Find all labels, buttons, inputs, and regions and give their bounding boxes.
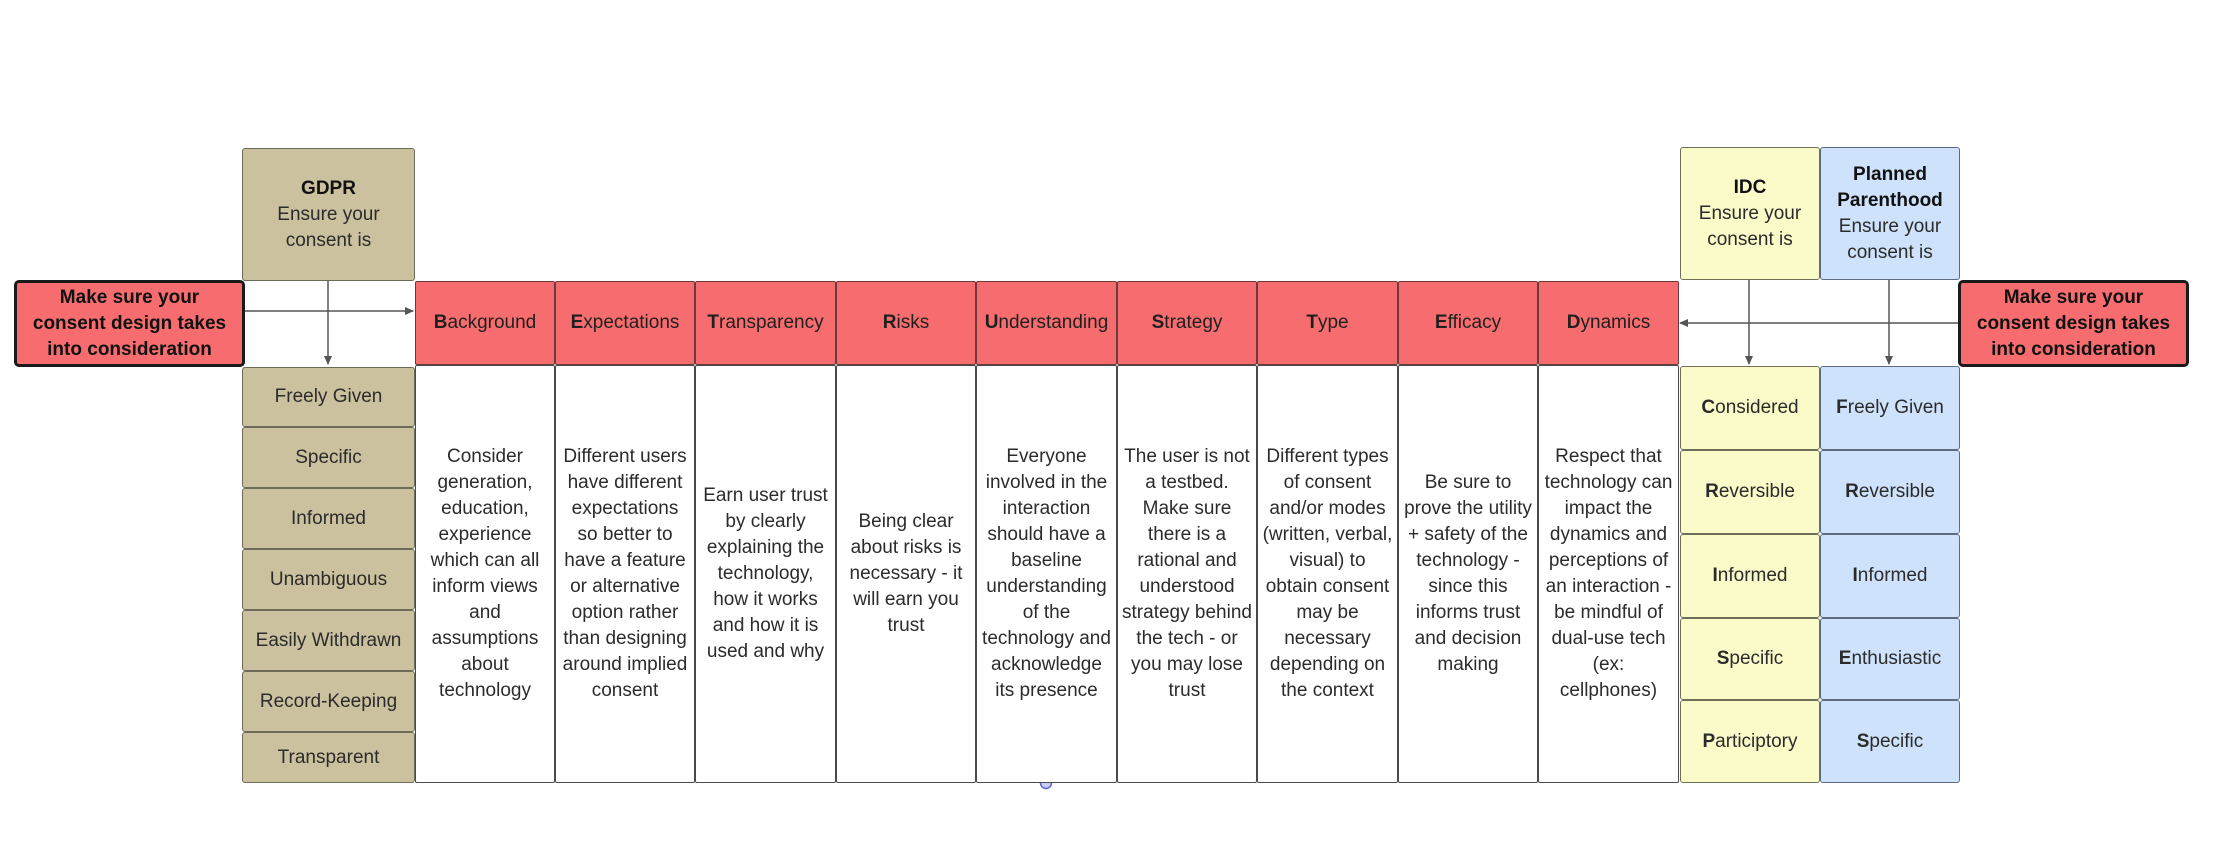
idc-subtitle: Ensure your consent is [1698,202,1802,250]
gdpr-header[interactable] [242,148,415,281]
desc-strategy[interactable] [1117,365,1257,783]
header-expectations[interactable] [555,281,695,365]
header-label: Transparency [707,312,824,333]
header-transparency[interactable] [695,281,836,365]
desc-background[interactable] [415,365,555,783]
pp-item-label: Specific [1856,730,1924,752]
desc-text: Different users have different expectations so better to have a feature or alternative option rather than designing around implied consent [562,446,688,701]
gdpr-item-transparent[interactable] [242,732,415,783]
desc-text: Consider generation, education, experience which can all inform views and assumptions about technology [430,446,540,701]
idc-item-label: Specific [1716,648,1784,669]
gdpr-item-label: Easily Withdrawn [255,629,402,651]
side-note-left[interactable] [14,280,245,367]
pp-item-label: Reversible [1845,481,1935,502]
pp-item-freely-given[interactable] [1820,366,1960,450]
side-note-left-text: Make sure your consent design takes into consideration [32,286,227,360]
desc-text: Everyone involved in the interaction should have a baseline understanding of the technology and acknowledge its presence [982,446,1111,701]
idc-title: IDC [1733,176,1767,198]
gdpr-item-unambiguous[interactable] [242,549,415,610]
pp-item-informed[interactable] [1820,534,1960,618]
pp-item-label: Enthusiastic [1838,648,1942,669]
idc-item-reversible[interactable] [1680,450,1820,534]
idc-item-informed[interactable] [1680,534,1820,618]
header-label: Expectations [570,312,680,333]
pp-item-label: Freely Given [1836,397,1944,418]
desc-text: Respect that technology can impact the dynamics and perceptions of an interaction - be mindful of dual-use tech (ex: cellphones) [1544,446,1673,701]
desc-text: The user is not a testbed. Make sure there is a rational and understood strategy behind the tech - or you may lose trust [1122,446,1252,701]
gdpr-item-easily-withdrawn[interactable] [242,610,415,671]
planned-parenthood-title: Planned Parenthood [1837,163,1943,211]
desc-dynamics[interactable] [1538,365,1679,783]
idc-item-label: Informed [1712,565,1788,586]
gdpr-item-label: Specific [295,446,362,468]
header-background[interactable] [415,281,555,365]
side-note-right[interactable] [1958,280,2189,367]
idc-item-considered[interactable] [1680,366,1820,450]
pp-item-reversible[interactable] [1820,450,1960,534]
header-dynamics[interactable] [1538,281,1679,365]
desc-text: Earn user trust by clearly explaining the technology, how it works and how it is used and why [703,485,828,662]
header-risks[interactable] [836,281,976,365]
idc-item-label: Participtory [1702,730,1798,752]
gdpr-item-label: Informed [291,507,366,529]
gdpr-item-label: Unambiguous [269,568,388,590]
header-type[interactable] [1257,281,1398,365]
gdpr-item-record-keeping[interactable] [242,671,415,732]
desc-expectations[interactable] [555,365,695,783]
desc-text: Be sure to prove the utility + safety of the technology - since this informs trust and decision making [1404,472,1532,675]
side-note-right-text: Make sure your consent design takes into consideration [1976,286,2171,360]
pp-item-label: Informed [1852,565,1928,586]
planned-parenthood-header[interactable] [1820,147,1960,280]
gdpr-item-label: Freely Given [274,386,383,407]
header-label: Understanding [984,312,1109,333]
header-label: Efficacy [1434,312,1502,333]
desc-understanding[interactable] [976,365,1117,783]
desc-risks[interactable] [836,365,976,783]
planned-parenthood-subtitle: Ensure your consent is [1838,215,1942,263]
desc-transparency[interactable] [695,365,836,783]
pp-item-specific[interactable] [1820,700,1960,783]
header-efficacy[interactable] [1398,281,1538,365]
header-understanding[interactable] [976,281,1117,365]
desc-efficacy[interactable] [1398,365,1538,783]
gdpr-title: GDPR [301,177,356,199]
gdpr-item-freely-given[interactable] [242,367,415,427]
header-strategy[interactable] [1117,281,1257,365]
header-label: Background [433,312,537,333]
gdpr-item-specific[interactable] [242,427,415,488]
header-label: Dynamics [1566,312,1651,333]
header-label: Risks [882,312,930,333]
header-label: Type [1306,312,1349,333]
desc-text: Different types of consent and/or modes (written, verbal, visual) to obtain consent may be necessary depending on the context [1262,446,1393,701]
pp-item-enthusiastic[interactable] [1820,618,1960,700]
idc-item-specific[interactable] [1680,618,1820,700]
desc-type[interactable] [1257,365,1398,783]
idc-header[interactable] [1680,147,1820,280]
idc-item-label: Considered [1701,397,1799,418]
gdpr-item-informed[interactable] [242,488,415,549]
idc-item-label: Reversible [1705,481,1795,502]
gdpr-subtitle: Ensure your consent is [277,203,380,251]
gdpr-item-label: Transparent [277,746,380,768]
gdpr-item-label: Record-Keeping [259,690,398,712]
desc-text: Being clear about risks is necessary - it will earn you trust [849,511,963,636]
header-label: Strategy [1151,312,1223,333]
idc-item-participtory[interactable] [1680,700,1820,783]
